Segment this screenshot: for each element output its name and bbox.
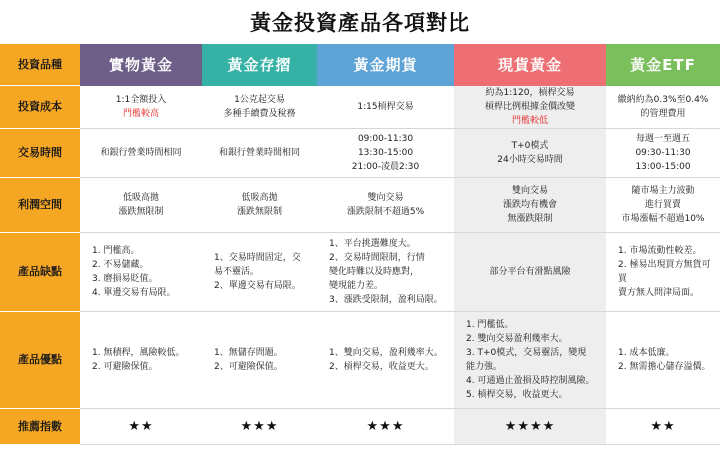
time-cell-spot-gold: T+0模式 24小時交易時間	[454, 129, 606, 178]
pros-cell-gold-passbook: 1、無儲存問題。 2、可避險保值。	[202, 312, 317, 409]
col-header-physical-gold: 實物黃金	[80, 44, 202, 86]
row-label-trading-time: 交易時間	[0, 129, 80, 178]
row-label-profit-space: 利潤空間	[0, 178, 80, 233]
cons-cell-gold-passbook: 1、交易時間固定，交 易不靈活。 2、單邊交易有局限。	[202, 233, 317, 312]
row-label-pros: 產品優點	[0, 312, 80, 409]
row-label-rating: 推薦指數	[0, 409, 80, 445]
pros-cell-spot-gold: 1. 門檻低。 2. 雙向交易盈利幾率大。 3. T+0模式，交易靈活，變現 能力強。 4. 可通過止盈損及時控制風險。 5. 槓桿交易，收益更大。	[454, 312, 606, 409]
time-cell-gold-futures: 09:00-11:30 13:30-15:00 21:00-凌晨2:30	[317, 129, 454, 178]
rating-physical-gold: ★★	[80, 409, 202, 445]
rating-gold-passbook: ★★★	[202, 409, 317, 445]
cost-text: 約為1:120，槓桿交易 槓桿比例根據金價改變	[484, 88, 575, 112]
cons-cell-physical-gold: 1. 門檻高。 2. 不易儲藏。 3. 磨損易貶值。 4. 單邊交易有局限。	[80, 233, 202, 312]
cost-cell-physical-gold	[80, 86, 202, 129]
row-label-product: 投資品種	[0, 44, 80, 86]
profit-cell-gold-etf: 隨市場主力波動 進行買賣 市場漲幅不超過10%	[606, 178, 720, 233]
time-cell-gold-etf: 每週一至週五 09:30-11:30 13:00-15:00	[606, 129, 720, 178]
rating-gold-futures: ★★★	[317, 409, 454, 445]
col-header-gold-passbook: 黃金存摺	[202, 44, 317, 86]
profit-cell-physical-gold: 低吸高拋 漲跌無限制	[80, 178, 202, 233]
page-title: 黃金投資產品各項對比	[250, 11, 470, 35]
cost-note: 門檻較高	[122, 109, 159, 119]
cost-cell-gold-futures: 1:15槓桿交易	[317, 86, 454, 129]
profit-cell-gold-futures: 雙向交易 漲跌限制不超過5%	[317, 178, 454, 233]
cons-cell-gold-etf: 1. 市場流動性較差。 2. 極易出現買方無貨可買 賣方無人問津局面。	[606, 233, 720, 312]
col-header-gold-etf: 黃金ETF	[606, 44, 720, 86]
time-cell-gold-passbook: 和銀行營業時間相同	[202, 129, 317, 178]
rating-spot-gold: ★★★★	[454, 409, 606, 445]
cost-cell-gold-etf: 繳納約為0.3%至0.4% 的管理費用	[606, 86, 720, 129]
cost-cell-spot-gold	[454, 86, 606, 129]
cons-cell-spot-gold: 部分平台有滑點風險	[454, 233, 606, 312]
row-label-cost: 投資成本	[0, 86, 80, 129]
pros-cell-gold-futures: 1、雙向交易，盈利幾率大。 2、槓桿交易，收益更大。	[317, 312, 454, 409]
comparison-table	[0, 44, 720, 445]
cost-note: 門檻較低	[511, 116, 548, 126]
profit-cell-spot-gold: 雙向交易 漲跌均有機會 無漲跌限制	[454, 178, 606, 233]
rating-gold-etf: ★★	[606, 409, 720, 445]
pros-cell-physical-gold: 1. 無積稈，風險較低。 2. 可避險保值。	[80, 312, 202, 409]
time-cell-physical-gold: 和銀行營業時間相同	[80, 129, 202, 178]
cons-cell-gold-futures: 1、平台挑選難度大。 2、交易時間限制，行情 變化時難以及時應對， 變現能力差。 3、漲跌受限制，盈利局限。	[317, 233, 454, 312]
pros-cell-gold-etf: 1. 成本低廉。 2. 無需擔心儲存溢價。	[606, 312, 720, 409]
cost-cell-gold-passbook: 1公克起交易 多種手續費及稅務	[202, 86, 317, 129]
col-header-gold-futures: 黃金期貨	[317, 44, 454, 86]
row-label-cons: 產品缺點	[0, 233, 80, 312]
col-header-spot-gold: 現貨黃金	[454, 44, 606, 86]
profit-cell-gold-passbook: 低吸高拋 漲跌無限制	[202, 178, 317, 233]
cost-text: 1:1全額投入	[115, 95, 167, 105]
